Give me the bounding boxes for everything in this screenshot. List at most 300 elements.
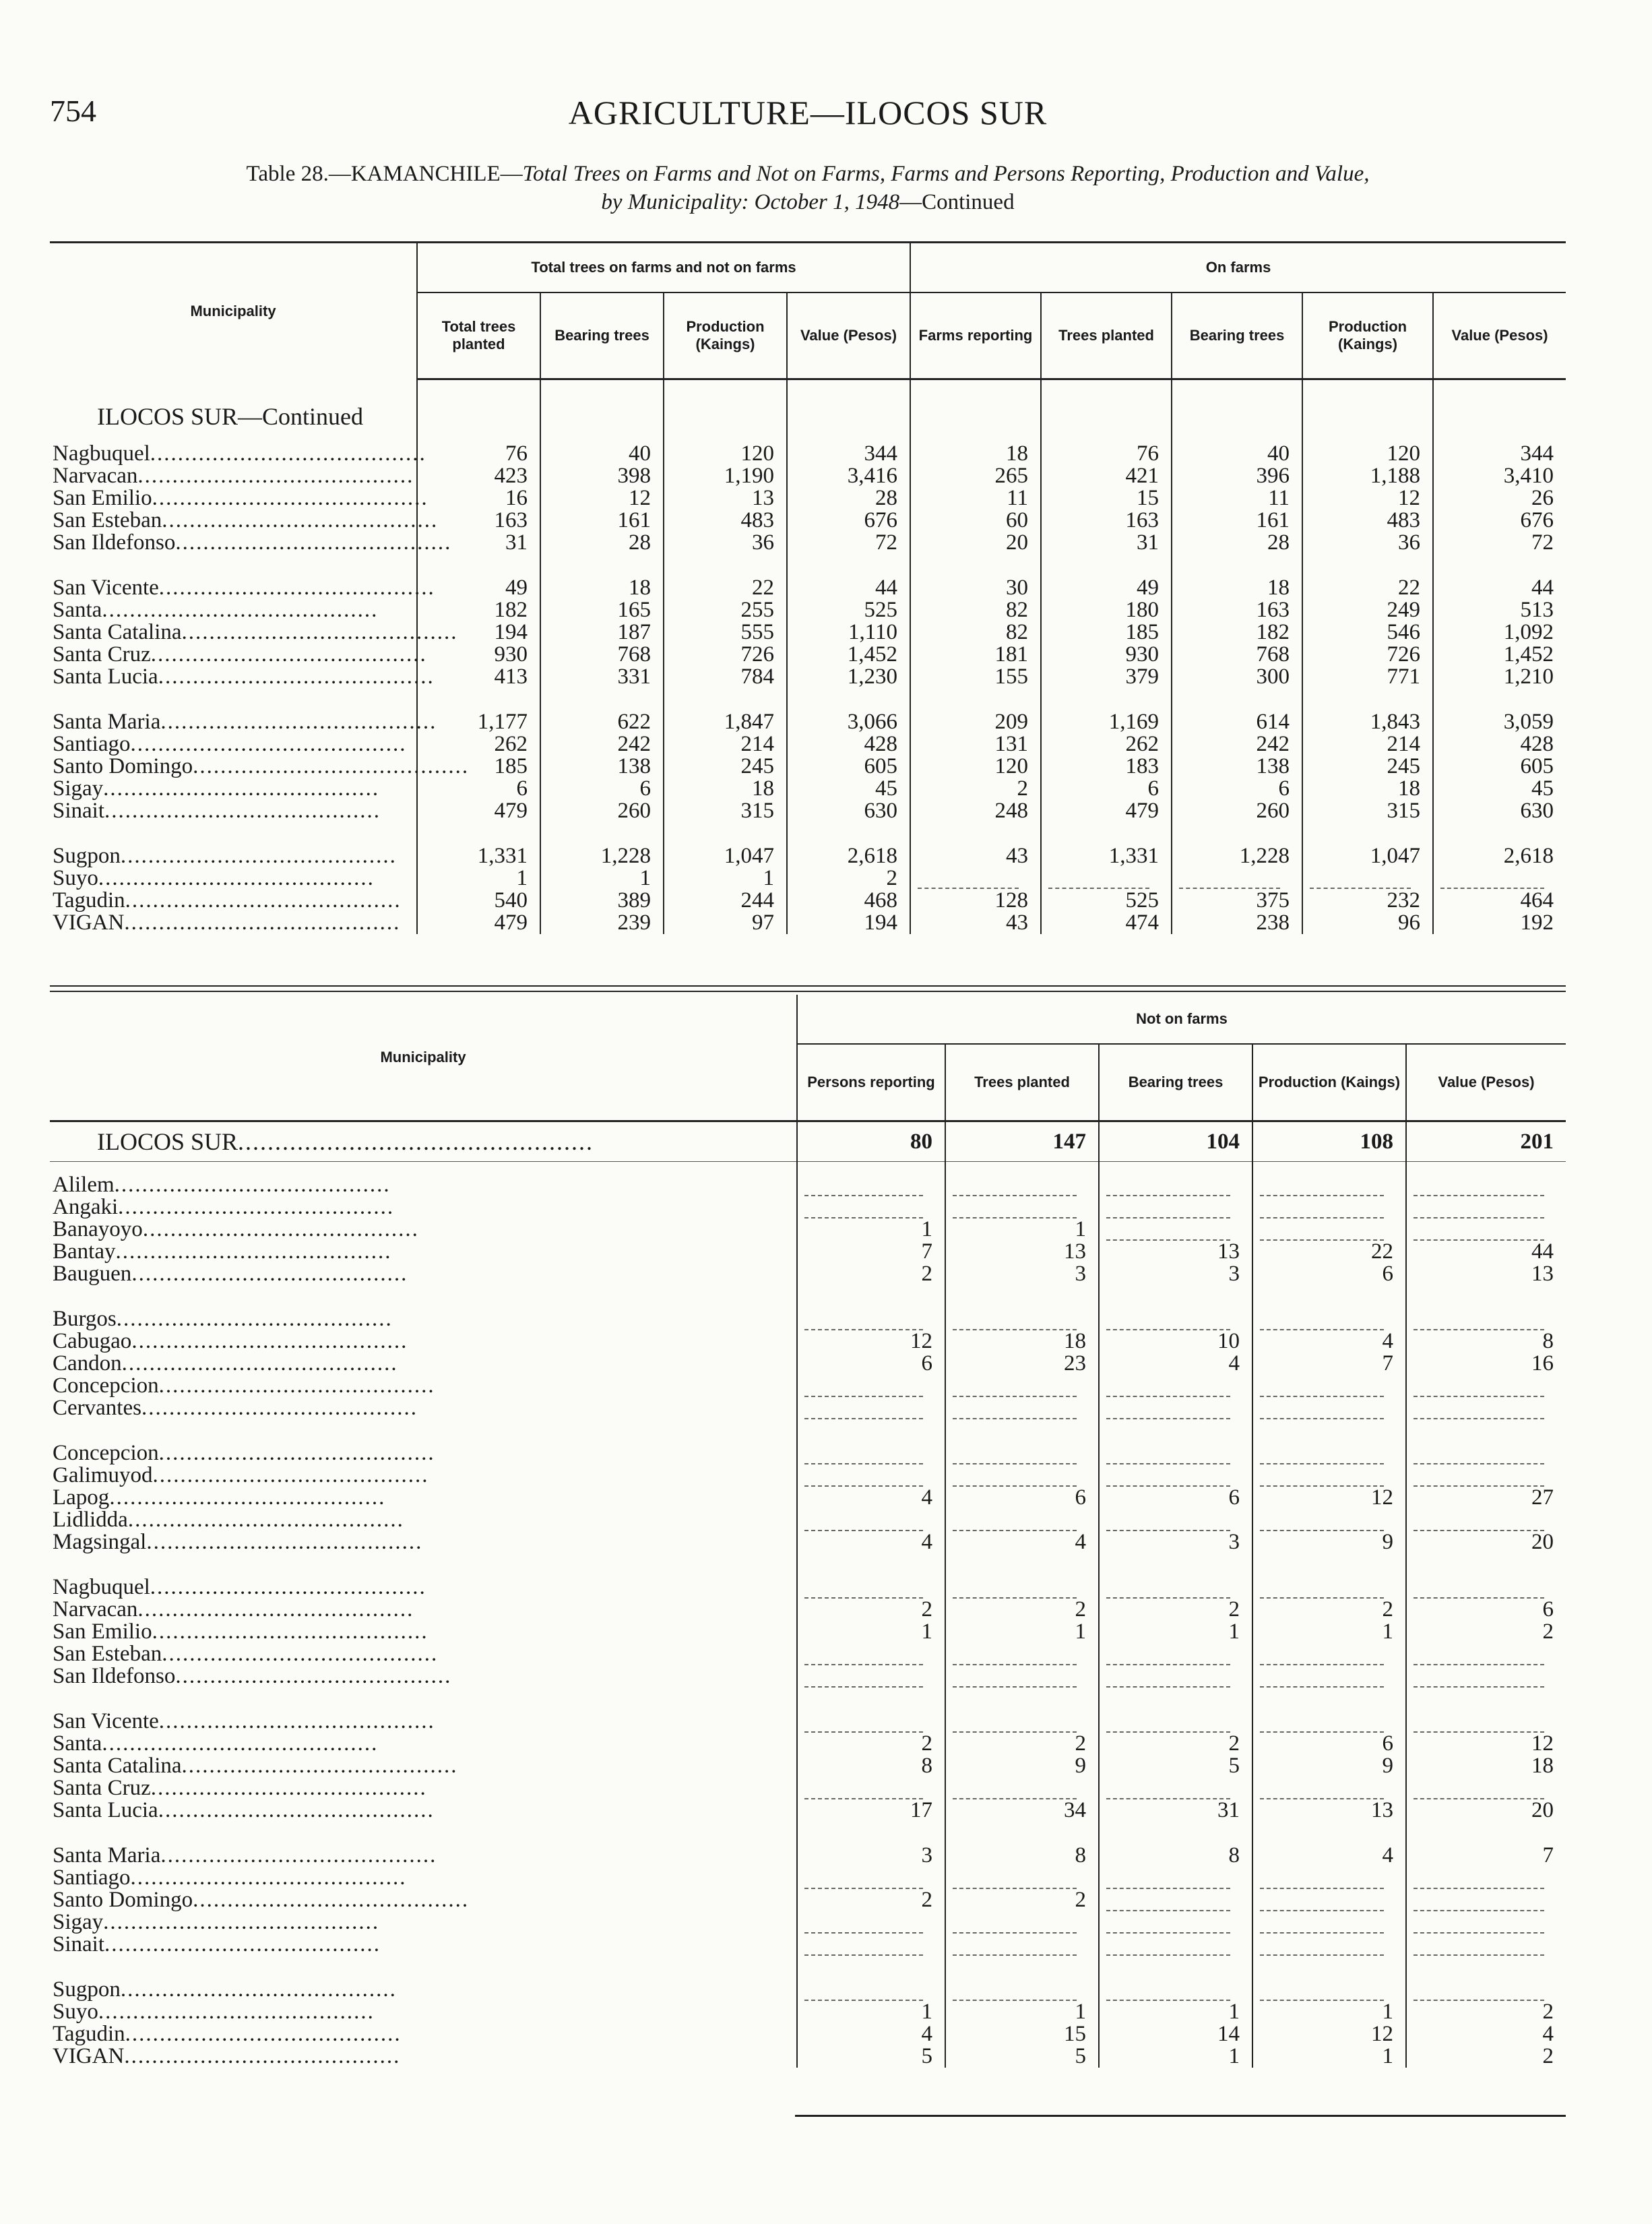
empty-cell xyxy=(1406,1375,1566,1397)
upper-column-header: Trees planted xyxy=(1041,292,1172,379)
table-row xyxy=(50,733,1566,755)
value-cell: 5 xyxy=(945,2045,1099,2068)
table-row xyxy=(50,487,1566,509)
value-cell: 1,452 xyxy=(787,644,910,666)
municipality-name: Cabugao xyxy=(53,1329,132,1353)
value-cell: 1,092 xyxy=(1503,619,1554,644)
value-cell: 2 xyxy=(945,1733,1099,1755)
value-cell: 1 xyxy=(1099,2045,1252,2068)
municipality-name: Sugpon xyxy=(53,1977,121,2002)
empty-cell xyxy=(1099,1196,1252,1218)
table-row xyxy=(50,1979,1566,2001)
empty-cell xyxy=(1099,1665,1252,1688)
value-cell: 2 xyxy=(1099,1599,1252,1621)
row-group-spacer xyxy=(50,822,1566,845)
municipality-cell: Santa Lucia........................................ xyxy=(50,1799,797,1822)
municipality-cell: Concepcion........................................ xyxy=(50,1375,797,1397)
empty-cell xyxy=(797,1777,945,1799)
empty-cell xyxy=(1252,1934,1406,1956)
value-cell: 3,066 xyxy=(787,711,910,733)
value-cell: 187 xyxy=(540,621,664,644)
municipality-name: Bauguen xyxy=(53,1262,132,1286)
value-cell: 540 xyxy=(417,890,540,912)
empty-cell xyxy=(1172,867,1302,890)
upper-table xyxy=(50,241,1566,934)
value-cell: 120 xyxy=(910,755,1041,778)
table-row xyxy=(50,599,1566,621)
municipality-name: Nagbuquel xyxy=(53,1575,150,1599)
value-cell: 6 xyxy=(1172,778,1302,800)
municipality-name: Santo Domingo xyxy=(53,1888,193,1912)
empty-cell xyxy=(797,1665,945,1688)
table-row xyxy=(50,1665,1566,1688)
empty-cell xyxy=(797,1911,945,1934)
value-cell: 479 xyxy=(1041,800,1172,822)
empty-cell xyxy=(1406,1464,1566,1487)
caption-suffix: —Continued xyxy=(899,190,1015,214)
value-cell: 474 xyxy=(1041,912,1172,934)
municipality-cell: Suyo........................................ xyxy=(50,2001,797,2023)
table-row xyxy=(50,532,1566,554)
table-row xyxy=(50,2045,1566,2068)
empty-cell xyxy=(1406,1174,1566,1196)
municipality-cell: Sinait........................................ xyxy=(50,1934,797,1956)
value-cell: 768 xyxy=(540,644,664,666)
municipality-cell: Nagbuquel........................................ xyxy=(50,1576,797,1599)
empty-cell xyxy=(1406,1777,1566,1799)
empty-cell xyxy=(1406,1934,1566,1956)
table-row xyxy=(50,621,1566,644)
empty-cell xyxy=(1252,1442,1406,1464)
value-cell: 1,228 xyxy=(1172,845,1302,867)
municipality-name: Banayoyo xyxy=(53,1217,143,1241)
municipality-name: VIGAN xyxy=(53,2044,125,2068)
empty-cell xyxy=(1099,1464,1252,1487)
upper-column-header: Total trees planted xyxy=(417,292,540,379)
value-cell: 3 xyxy=(945,1263,1099,1285)
empty-cell xyxy=(945,1911,1099,1934)
municipality-cell: Santiago........................................ xyxy=(50,1867,797,1889)
value-cell: 1,210 xyxy=(1503,664,1554,689)
empty-cell xyxy=(1406,1643,1566,1665)
value-cell: 1,188 xyxy=(1302,465,1433,487)
value-cell: 1,177 xyxy=(417,711,540,733)
empty-cell xyxy=(797,1196,945,1218)
value-cell: 7 xyxy=(1542,1843,1554,1867)
empty-cell xyxy=(1406,1576,1566,1599)
value-cell: 260 xyxy=(540,800,664,822)
value-cell: 464 xyxy=(1520,888,1554,913)
value-cell: 6 xyxy=(945,1487,1099,1509)
empty-cell xyxy=(1099,1911,1252,1934)
value-cell: 1 xyxy=(417,867,540,890)
value-cell: 11 xyxy=(1172,487,1302,509)
empty-cell xyxy=(797,1979,945,2001)
bottom-rule xyxy=(795,2115,1566,2117)
value-cell: 1,331 xyxy=(1041,845,1172,867)
table-row xyxy=(50,1241,1566,1263)
value-cell: 161 xyxy=(540,509,664,532)
value-cell: 14 xyxy=(1099,2023,1252,2045)
value-cell: 76 xyxy=(417,443,540,465)
lower-table-block xyxy=(50,995,1566,2068)
municipality-cell: Santa........................................ xyxy=(50,599,417,621)
empty-cell xyxy=(1099,1576,1252,1599)
empty-cell xyxy=(797,1643,945,1665)
value-cell: 300 xyxy=(1172,666,1302,688)
municipality-cell: Burgos........................................ xyxy=(50,1308,797,1330)
value-cell: 12 xyxy=(1531,1731,1554,1756)
total-cell: 80 xyxy=(797,1121,945,1162)
municipality-cell: San Emilio........................................ xyxy=(50,487,417,509)
value-cell: 9 xyxy=(945,1755,1099,1777)
value-cell: 1,110 xyxy=(787,621,910,644)
total-row-label: ILOCOS SUR................................................ xyxy=(50,1121,797,1162)
municipality-cell: Santa Cruz........................................ xyxy=(50,644,417,666)
upper-section-label: ILOCOS SUR—Continued xyxy=(50,379,417,431)
table-row xyxy=(50,1330,1566,1353)
value-cell: 1 xyxy=(664,867,787,890)
value-cell: 238 xyxy=(1172,912,1302,934)
table-row xyxy=(50,1487,1566,1509)
value-cell: 12 xyxy=(540,487,664,509)
value-cell: 131 xyxy=(910,733,1041,755)
table-row xyxy=(50,2023,1566,2045)
municipality-cell: Cabugao........................................ xyxy=(50,1330,797,1353)
value-cell: 4 xyxy=(797,1487,945,1509)
row-group-spacer xyxy=(50,1688,1566,1710)
page-header xyxy=(50,93,1566,140)
empty-cell xyxy=(797,1375,945,1397)
value-cell: 1 xyxy=(1252,2045,1406,2068)
value-cell: 4 xyxy=(945,1531,1099,1553)
municipality-cell: Santo Domingo........................................ xyxy=(50,1889,797,1911)
value-cell: 31 xyxy=(1041,532,1172,554)
empty-cell xyxy=(1406,1196,1566,1218)
value-cell: 1 xyxy=(540,867,664,890)
value-cell: 546 xyxy=(1302,621,1433,644)
value-cell: 11 xyxy=(910,487,1041,509)
value-cell: 40 xyxy=(1172,443,1302,465)
value-cell: 1 xyxy=(945,2001,1099,2023)
empty-cell xyxy=(797,1509,945,1531)
value-cell: 82 xyxy=(910,599,1041,621)
value-cell: 96 xyxy=(1302,912,1433,934)
municipality-name: Santa Cruz xyxy=(53,1776,151,1800)
municipality-cell: Sigay........................................ xyxy=(50,778,417,800)
municipality-cell: Galimuyod........................................ xyxy=(50,1464,797,1487)
empty-cell xyxy=(910,867,1041,890)
value-cell: 630 xyxy=(787,800,910,822)
value-cell: 1,331 xyxy=(417,845,540,867)
value-cell: 49 xyxy=(1041,577,1172,599)
upper-column-header: Farms reporting xyxy=(910,292,1041,379)
value-cell: 245 xyxy=(664,755,787,778)
municipality-name: Narvacan xyxy=(53,463,138,488)
lower-group-header-not-on-farms: Not on farms xyxy=(797,995,1566,1044)
value-cell: 244 xyxy=(664,890,787,912)
row-group-spacer xyxy=(50,554,1566,577)
municipality-cell: Santa Catalina........................................ xyxy=(50,621,417,644)
value-cell: 249 xyxy=(1302,599,1433,621)
lower-table xyxy=(50,995,1566,2068)
empty-cell xyxy=(1406,1509,1566,1531)
empty-cell xyxy=(1252,1777,1406,1799)
municipality-cell: Santa Catalina........................................ xyxy=(50,1755,797,1777)
value-cell: 28 xyxy=(787,487,910,509)
municipality-name: San Esteban xyxy=(53,507,162,532)
value-cell: 479 xyxy=(417,912,540,934)
value-cell: 18 xyxy=(540,577,664,599)
table-row xyxy=(50,666,1566,688)
municipality-cell: Cervantes........................................ xyxy=(50,1397,797,1419)
value-cell: 43 xyxy=(910,845,1041,867)
value-cell: 18 xyxy=(910,443,1041,465)
table-row xyxy=(50,1710,1566,1733)
value-cell: 36 xyxy=(664,532,787,554)
table-row xyxy=(50,1397,1566,1419)
total-cell: 147 xyxy=(945,1121,1099,1162)
empty-cell xyxy=(1406,1889,1566,1911)
municipality-cell: Sigay........................................ xyxy=(50,1911,797,1934)
table-row xyxy=(50,443,1566,465)
value-cell: 180 xyxy=(1041,599,1172,621)
value-cell: 138 xyxy=(540,755,664,778)
municipality-name: San Emilio xyxy=(53,485,152,510)
value-cell: 2 xyxy=(797,1733,945,1755)
empty-cell xyxy=(1252,1710,1406,1733)
table-separator-rule xyxy=(50,985,1566,992)
empty-cell xyxy=(1099,1979,1252,2001)
value-cell: 6 xyxy=(1252,1733,1406,1755)
municipality-name: VIGAN xyxy=(53,910,125,935)
caption-title-line-2: by Municipality: October 1, 1948 xyxy=(601,190,900,214)
value-cell: 22 xyxy=(664,577,787,599)
value-cell: 18 xyxy=(1302,778,1433,800)
upper-column-header: Production (Kaings) xyxy=(664,292,787,379)
value-cell: 771 xyxy=(1302,666,1433,688)
municipality-cell: VIGAN........................................ xyxy=(50,912,417,934)
empty-cell xyxy=(1252,1509,1406,1531)
total-row-name: ILOCOS SUR xyxy=(97,1128,239,1155)
value-cell: 161 xyxy=(1172,509,1302,532)
municipality-name: Suyo xyxy=(53,2000,98,2024)
municipality-cell: Sugpon........................................ xyxy=(50,845,417,867)
table-row xyxy=(50,778,1566,800)
table-row xyxy=(50,1733,1566,1755)
municipality-cell: Santiago........................................ xyxy=(50,733,417,755)
value-cell: 4 xyxy=(1252,1845,1406,1867)
municipality-cell: VIGAN........................................ xyxy=(50,2045,797,2068)
value-cell: 379 xyxy=(1041,666,1172,688)
value-cell: 6 xyxy=(797,1353,945,1375)
value-cell: 20 xyxy=(1531,1530,1554,1554)
table-row xyxy=(50,1643,1566,1665)
municipality-cell: Santa Maria........................................ xyxy=(50,711,417,733)
value-cell: 6 xyxy=(417,778,540,800)
municipality-cell: Tagudin........................................ xyxy=(50,890,417,912)
municipality-cell: Santo Domingo........................................ xyxy=(50,755,417,778)
empty-cell xyxy=(1099,1509,1252,1531)
value-cell: 13 xyxy=(1099,1241,1252,1263)
value-cell: 40 xyxy=(540,443,664,465)
value-cell: 27 xyxy=(1531,1485,1554,1510)
upper-group-header-on-farms: On farms xyxy=(910,243,1566,293)
value-cell: 255 xyxy=(664,599,787,621)
empty-cell xyxy=(797,1442,945,1464)
table-row xyxy=(50,1353,1566,1375)
value-cell: 1,843 xyxy=(1302,711,1433,733)
value-cell: 44 xyxy=(1531,575,1554,600)
value-cell: 194 xyxy=(787,912,910,934)
value-cell: 60 xyxy=(910,509,1041,532)
municipality-cell: Sinait........................................ xyxy=(50,800,417,822)
empty-cell xyxy=(1099,1375,1252,1397)
value-cell: 2 xyxy=(787,867,910,890)
lower-column-header: Trees planted xyxy=(945,1044,1099,1121)
upper-group-header-total: Total trees on farms and not on farms xyxy=(417,243,910,293)
table-row xyxy=(50,509,1566,532)
value-cell: 155 xyxy=(910,666,1041,688)
municipality-name: Tagudin xyxy=(53,2022,125,2046)
value-cell: 49 xyxy=(417,577,540,599)
caption-title-line-1: Total Trees on Farms and Not on Farms, Farms and Persons Reporting, Production and Value, xyxy=(522,162,1370,186)
value-cell: 12 xyxy=(1252,1487,1406,1509)
value-cell: 23 xyxy=(945,1353,1099,1375)
municipality-cell: Concepcion........................................ xyxy=(50,1442,797,1464)
value-cell: 72 xyxy=(1531,530,1554,555)
value-cell: 182 xyxy=(417,599,540,621)
value-cell: 12 xyxy=(797,1330,945,1353)
value-cell: 1,047 xyxy=(664,845,787,867)
empty-cell xyxy=(1252,1911,1406,1934)
empty-cell xyxy=(945,1442,1099,1464)
value-cell: 12 xyxy=(1252,2023,1406,2045)
empty-cell xyxy=(797,1710,945,1733)
empty-cell xyxy=(797,1174,945,1196)
value-cell: 182 xyxy=(1172,621,1302,644)
upper-municipality-header: Municipality xyxy=(50,243,417,379)
value-cell: 44 xyxy=(1531,1239,1554,1264)
municipality-name: Santa xyxy=(53,1731,102,1756)
value-cell: 513 xyxy=(1520,597,1554,622)
empty-cell xyxy=(1252,1218,1406,1241)
upper-column-header: Bearing trees xyxy=(1172,292,1302,379)
value-cell: 1,230 xyxy=(787,666,910,688)
municipality-cell: Alilem........................................ xyxy=(50,1174,797,1196)
value-cell: 6 xyxy=(1252,1263,1406,1285)
municipality-name: Galimuyod xyxy=(53,1463,153,1487)
value-cell: 97 xyxy=(664,912,787,934)
lower-total-row xyxy=(50,1121,1566,1162)
value-cell: 4 xyxy=(1099,1353,1252,1375)
row-group-spacer xyxy=(50,1956,1566,1979)
municipality-cell: San Ildefonso........................................ xyxy=(50,1665,797,1688)
empty-cell xyxy=(945,1777,1099,1799)
value-cell: 8 xyxy=(797,1755,945,1777)
municipality-name: Sugpon xyxy=(53,843,121,868)
value-cell: 209 xyxy=(910,711,1041,733)
value-cell: 82 xyxy=(910,621,1041,644)
value-cell: 1 xyxy=(1099,1621,1252,1643)
empty-cell xyxy=(945,1196,1099,1218)
table-row xyxy=(50,1799,1566,1822)
value-cell: 242 xyxy=(1172,733,1302,755)
lower-table-body xyxy=(50,1121,1566,2068)
municipality-name: Magsingal xyxy=(53,1530,147,1554)
lower-column-header: Bearing trees xyxy=(1099,1044,1252,1121)
empty-cell xyxy=(1041,867,1172,890)
empty-cell xyxy=(1406,1442,1566,1464)
value-cell: 4 xyxy=(1252,1330,1406,1353)
value-cell: 1 xyxy=(797,1218,945,1241)
value-cell: 784 xyxy=(664,666,787,688)
value-cell: 45 xyxy=(787,778,910,800)
municipality-cell: Tagudin........................................ xyxy=(50,2023,797,2045)
value-cell: 396 xyxy=(1172,465,1302,487)
value-cell: 262 xyxy=(1041,733,1172,755)
running-title: AGRICULTURE—ILOCOS SUR xyxy=(568,94,1048,131)
value-cell: 1,228 xyxy=(540,845,664,867)
upper-column-header: Value (Pesos) xyxy=(1433,292,1566,379)
municipality-name: Sinait xyxy=(53,1932,105,1956)
value-cell: 8 xyxy=(1542,1329,1554,1353)
value-cell: 31 xyxy=(417,532,540,554)
empty-cell xyxy=(1302,867,1433,890)
municipality-cell: Magsingal........................................ xyxy=(50,1531,797,1553)
page-number: 754 xyxy=(50,94,96,128)
value-cell: 9 xyxy=(1252,1531,1406,1553)
value-cell: 15 xyxy=(945,2023,1099,2045)
value-cell: 2 xyxy=(910,778,1041,800)
empty-cell xyxy=(945,1375,1099,1397)
municipality-name: San Ildefonso xyxy=(53,1664,176,1688)
value-cell: 13 xyxy=(945,1241,1099,1263)
value-cell: 239 xyxy=(540,912,664,934)
municipality-cell: Santa Cruz........................................ xyxy=(50,1777,797,1799)
value-cell: 2 xyxy=(1542,1619,1554,1644)
table-row xyxy=(50,1442,1566,1464)
value-cell: 1,452 xyxy=(1503,642,1554,667)
empty-cell xyxy=(1099,1397,1252,1419)
value-cell: 1 xyxy=(1252,2001,1406,2023)
municipality-name: San Vicente xyxy=(53,575,159,600)
municipality-name: Santiago xyxy=(53,731,131,756)
table-row xyxy=(50,867,1566,890)
value-cell: 4 xyxy=(797,2023,945,2045)
empty-cell xyxy=(1406,1218,1566,1241)
table-row xyxy=(50,465,1566,487)
municipality-name: Suyo xyxy=(53,865,98,890)
municipality-cell: San Emilio........................................ xyxy=(50,1621,797,1643)
value-cell: 344 xyxy=(1520,441,1554,466)
municipality-cell: Santa Lucia........................................ xyxy=(50,666,417,688)
value-cell: 1 xyxy=(945,1218,1099,1241)
value-cell: 2 xyxy=(1542,2000,1554,2024)
municipality-name: Alilem xyxy=(53,1173,115,1197)
municipality-cell: Santa Maria........................................ xyxy=(50,1845,797,1867)
value-cell: 930 xyxy=(1041,644,1172,666)
value-cell: 555 xyxy=(664,621,787,644)
municipality-cell: Lidlidda........................................ xyxy=(50,1509,797,1531)
value-cell: 3 xyxy=(1099,1531,1252,1553)
table-caption xyxy=(50,160,1566,187)
value-cell: 1 xyxy=(1099,2001,1252,2023)
empty-cell xyxy=(1099,1934,1252,1956)
municipality-name: Lidlidda xyxy=(53,1508,128,1532)
value-cell: 30 xyxy=(910,577,1041,599)
value-cell: 2 xyxy=(945,1599,1099,1621)
